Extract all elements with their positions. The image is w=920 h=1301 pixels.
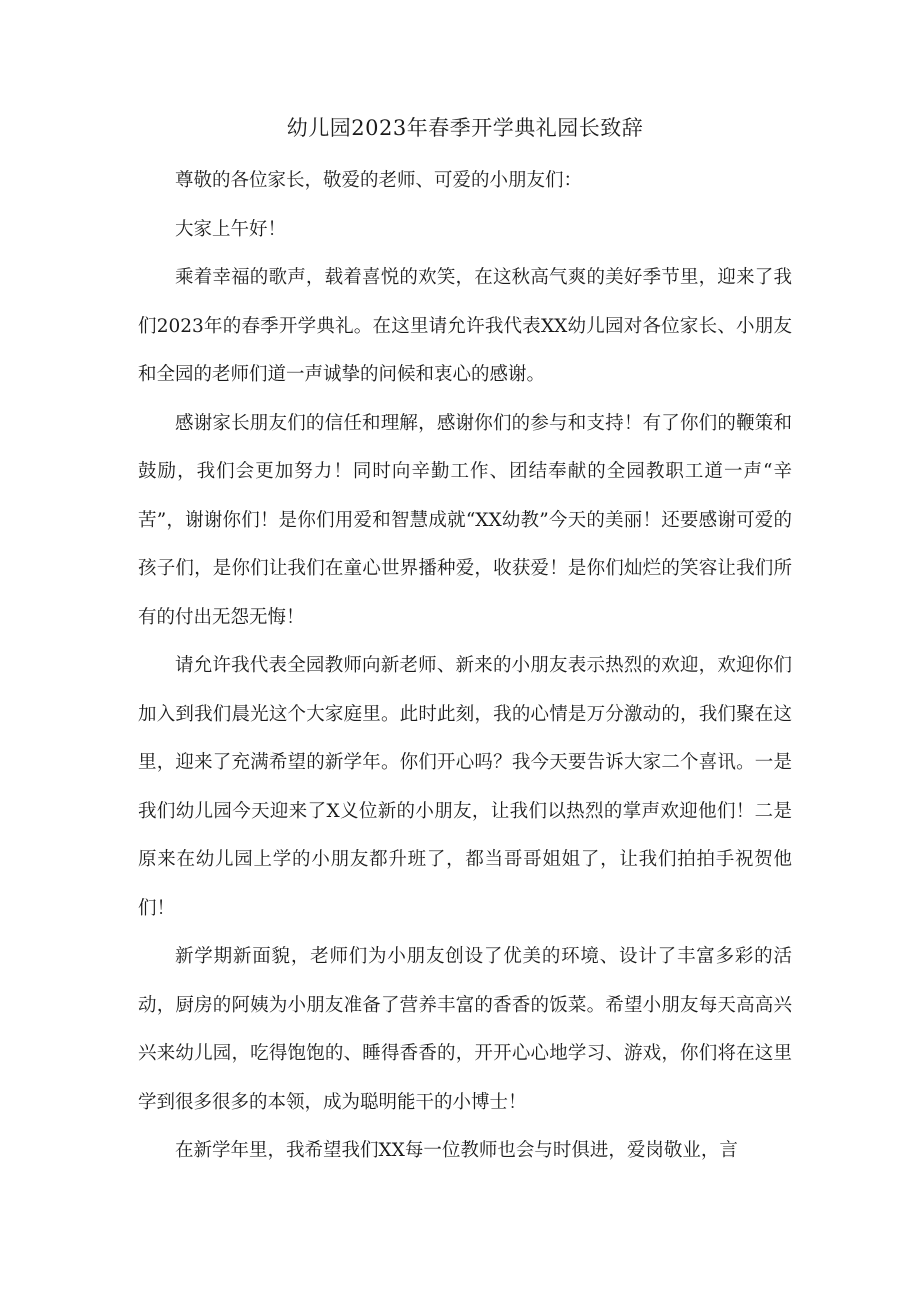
document-title: 幼儿园2023年春季开学典礼园长致辞 [286,116,644,140]
salutation-paragraph: 尊敬的各位家长，敬爱的老师、可爱的小朋友们： [175,170,583,191]
greeting-paragraph: 大家上午好！ [175,218,287,240]
body-paragraph: 乘着幸福的歌声，载着喜悦的欢笑，在这秋高气爽的美好季节里，迎来了我们2023年的春季开学典礼。在这里请允许我代表XX幼儿园对各位家长、小朋友和全园的老师们道一声诚挚的问候和衷心的感谢。 [138,267,792,385]
body-paragraph: 在新学年里，我希望我们XX每一位教师也会与时俱进，爱岗敬业，言 [175,1140,738,1161]
body-paragraph: 感谢家长朋友们的信任和理解，感谢你们的参与和支持！有了你们的鞭策和鼓励，我们会更加努力！同时向辛勤工作、团结奉献的全园教职工道一声“辛苦”，谢谢你们！是你们用爱和智慧成就“XX幼教”今天的美丽！还要感谢可爱的孩子们，是你们让我们在童心世界播种爱，收获爱！是你们灿烂的笑容让我们所有的付出无怨无悔！ [138,412,792,628]
body-paragraph: 请允许我代表全园教师向新老师、新来的小朋友表示热烈的欢迎，欢迎你们加入到我们晨光这个大家庭里。此时此刻，我的心情是万分激动的，我们聚在这里，迎来了充满希望的新学年。你们开心吗？我今天要告诉大家二个喜讯。一是我们幼儿园今天迎来了X义位新的小朋友，让我们以热烈的掌声欢迎他们！二是原来在幼儿园上学的小朋友都升班了，都当哥哥姐姐了，让我们拍拍手祝贺他们！ [138,655,792,919]
body-paragraph: 新学期新面貌，老师们为小朋友创设了优美的环境、设计了丰富多彩的活动，厨房的阿姨为小朋友准备了营养丰富的香香的饭菜。希望小朋友每天高高兴兴来幼儿园，吃得饱饱的、睡得香香的，开开心心地学习、游戏，你们将在这里学到很多很多的本领，成为聪明能干的小博士！ [138,946,792,1113]
